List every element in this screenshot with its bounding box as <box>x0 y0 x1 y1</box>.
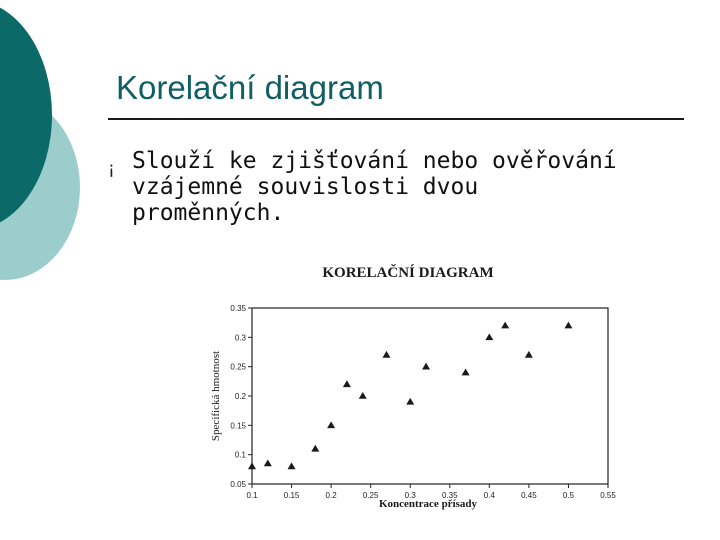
x-tick-label: 0.3 <box>404 491 416 500</box>
x-tick-label: 0.55 <box>600 491 616 500</box>
x-tick-label: 0.25 <box>362 491 379 500</box>
data-point <box>288 462 296 469</box>
y-tick-label: 0.1 <box>234 450 246 460</box>
x-tick-label: 0.15 <box>283 491 300 500</box>
x-tick-label: 0.35 <box>441 491 458 500</box>
data-point <box>264 459 272 466</box>
plot-frame <box>252 308 608 484</box>
y-tick-label: 0.05 <box>230 480 246 489</box>
data-point <box>327 421 335 428</box>
data-point <box>343 380 351 387</box>
x-axis-label: Koncentrace přísady <box>378 498 478 510</box>
x-tick-label: 0.2 <box>325 491 337 500</box>
data-point <box>422 363 430 370</box>
data-point <box>462 369 470 376</box>
x-tick-label: 0.1 <box>246 491 258 500</box>
data-point <box>359 392 367 399</box>
y-axis-label: Specifická hmotnost <box>210 350 222 442</box>
slide-title: Korelační diagram <box>116 69 384 106</box>
bullet-text: Slouží ke zjišťování nebo ověřování vzájemné souvislosti dvou proměnných. <box>132 148 617 226</box>
y-tick-label: 0.3 <box>234 333 246 343</box>
data-point <box>382 351 390 358</box>
data-point <box>525 351 533 358</box>
y-tick-label: 0.2 <box>234 392 246 401</box>
data-point <box>406 398 414 405</box>
chart-container <box>200 255 620 515</box>
data-point <box>485 333 493 340</box>
bullet-icon: ¡ <box>108 159 115 179</box>
y-tick-label: 0.35 <box>230 304 246 313</box>
data-point <box>311 445 319 452</box>
data-point <box>501 322 509 329</box>
x-tick-label: 0.45 <box>521 491 537 500</box>
x-tick-label: 0.4 <box>483 491 495 500</box>
scatter-chart <box>200 255 620 515</box>
y-tick-label: 0.25 <box>230 362 246 372</box>
x-tick-label: 0.5 <box>562 491 575 500</box>
chart-title: KORELAČNÍ DIAGRAM <box>322 265 494 281</box>
y-tick-label: 0.15 <box>230 421 246 431</box>
data-point <box>248 462 256 469</box>
title-divider <box>108 118 684 120</box>
data-point <box>564 322 572 329</box>
